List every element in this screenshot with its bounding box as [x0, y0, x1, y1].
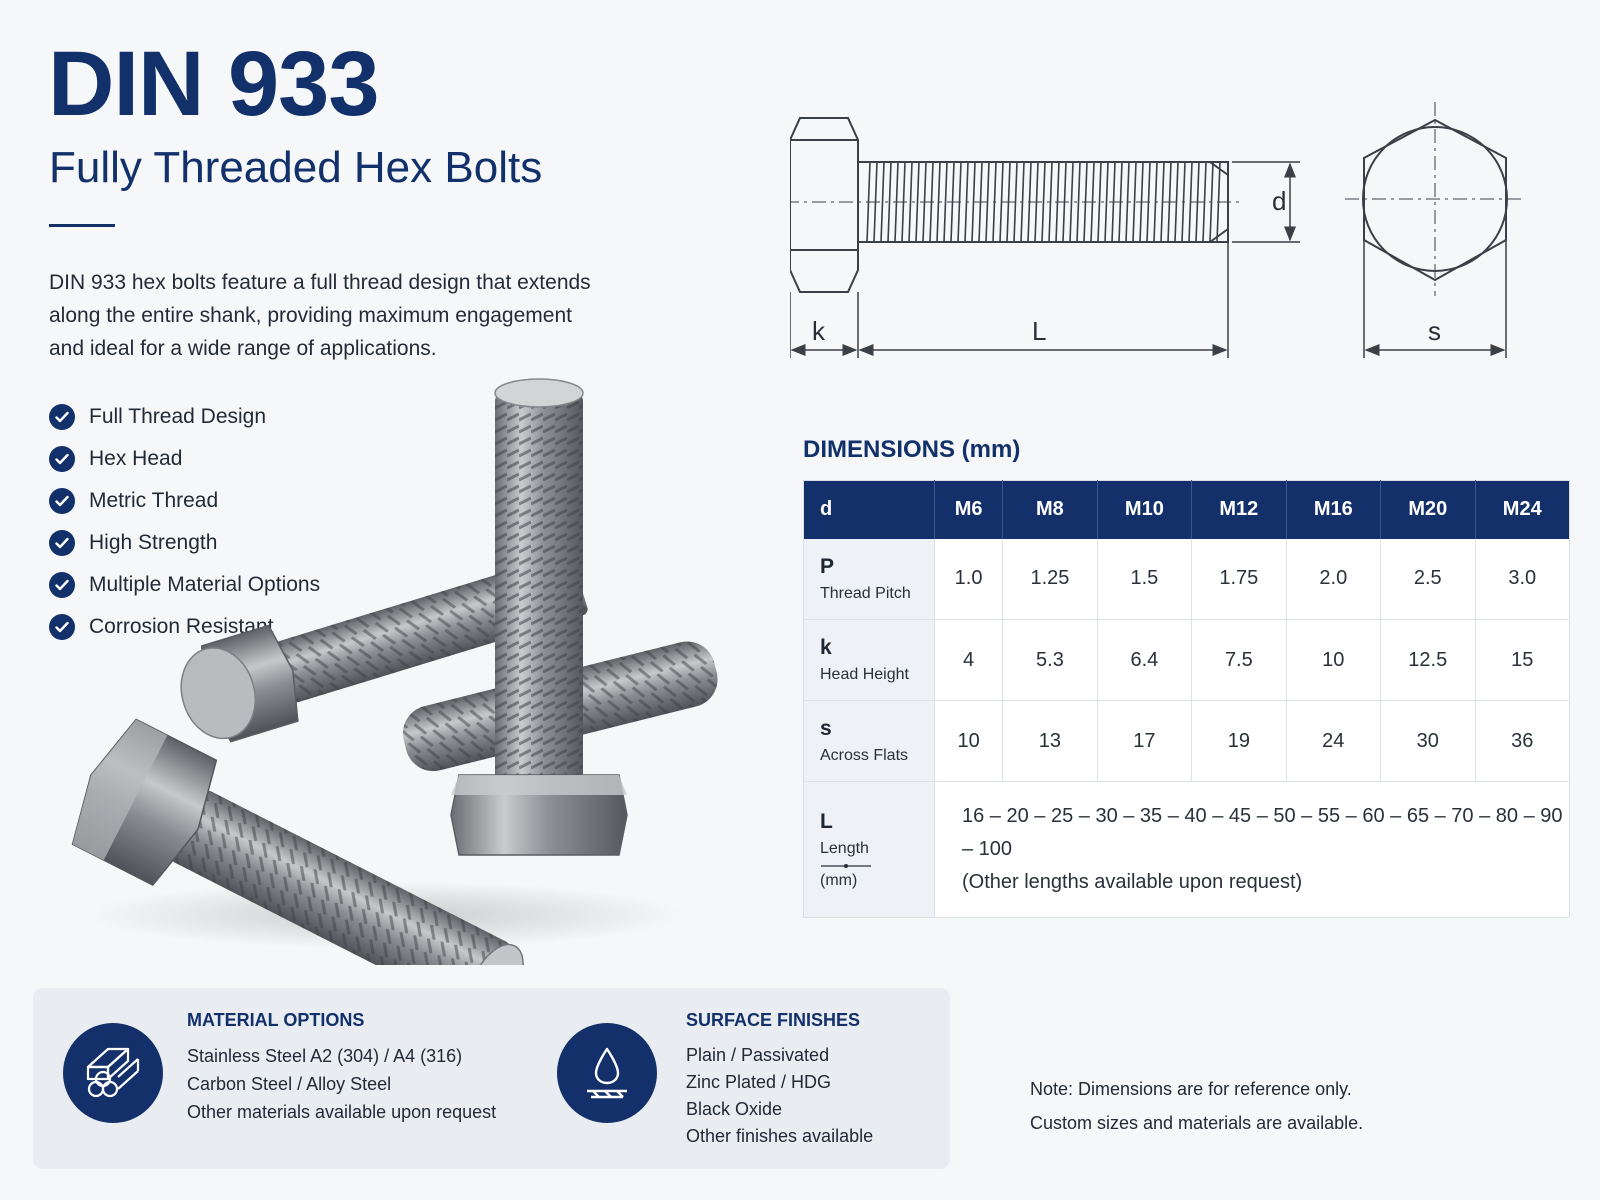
page-subtitle: Fully Threaded Hex Bolts	[49, 143, 543, 192]
length-arrow-icon	[820, 862, 872, 870]
table-cell: 17	[1097, 701, 1191, 782]
column-header: M20	[1381, 481, 1476, 539]
steel-bars-icon	[63, 1023, 163, 1123]
row-symbol: P	[820, 554, 835, 578]
liquid-drop-surface-icon	[557, 1023, 657, 1123]
label-L: L	[1032, 316, 1047, 346]
table-cell: 13	[1003, 701, 1098, 782]
table-cell: 10	[935, 701, 1003, 782]
table-cell: 7.5	[1192, 620, 1287, 701]
bolts-photo	[55, 375, 745, 965]
materials-list	[187, 1042, 496, 1126]
column-header: M6	[935, 481, 1003, 539]
list-item: Carbon Steel / Alloy Steel	[187, 1074, 392, 1094]
column-header: M24	[1475, 481, 1569, 539]
table-cell: 1.5	[1097, 539, 1191, 620]
table-cell: 1.25	[1003, 539, 1098, 620]
list-item: Other finishes available	[686, 1126, 874, 1146]
list-item: Zinc Plated / HDG	[686, 1072, 832, 1092]
materials-title: MATERIAL OPTIONS	[187, 1010, 365, 1030]
row-symbol: s	[820, 717, 832, 740]
row-symbol: L	[820, 809, 833, 833]
row-header	[804, 620, 935, 701]
technical-drawing	[790, 100, 1580, 370]
page-title: DIN 933	[48, 33, 379, 135]
row-name: Thread Pitch	[820, 584, 911, 602]
table-cell: 10	[1286, 620, 1380, 701]
table-row	[804, 620, 1570, 701]
options-panel	[33, 988, 950, 1169]
column-header: d	[804, 481, 935, 539]
row-name: Length	[820, 839, 869, 857]
list-item: Plain / Passivated	[686, 1045, 830, 1065]
table-cell: 12.5	[1381, 620, 1476, 701]
dimensions-title: DIMENSIONS (mm)	[803, 436, 1021, 463]
table-cell: 5.3	[1003, 620, 1098, 701]
table-cell: 1.0	[935, 539, 1003, 620]
table-row	[804, 701, 1570, 782]
row-symbol: k	[820, 636, 832, 659]
column-header: M16	[1286, 481, 1380, 539]
note-line: Custom sizes and materials are available.	[1030, 1113, 1364, 1133]
feature-label: Corrosion Resistant	[89, 615, 274, 638]
label-d: d	[1272, 186, 1287, 216]
table-cell: 4	[935, 620, 1003, 701]
table-row-length	[804, 782, 1570, 918]
table-cell: 36	[1475, 701, 1569, 782]
list-item: Black Oxide	[686, 1099, 783, 1119]
dimensions-table	[803, 480, 1570, 918]
label-k: k	[812, 316, 825, 346]
feature-label: Hex Head	[89, 447, 183, 470]
feature-label: Full Thread Design	[89, 405, 267, 428]
title-divider	[49, 224, 115, 227]
finishes-list	[686, 1042, 873, 1150]
table-cell: 2.0	[1286, 539, 1380, 620]
reference-note	[1030, 1072, 1363, 1140]
table-cell: 2.5	[1381, 539, 1476, 620]
row-header	[804, 539, 935, 620]
feature-label: Metric Thread	[89, 489, 219, 512]
list-item: Stainless Steel A2 (304) / A4 (316)	[187, 1046, 463, 1066]
table-cell: 6.4	[1097, 620, 1191, 701]
column-header: M12	[1192, 481, 1287, 539]
column-header: M10	[1097, 481, 1191, 539]
table-cell: 1.75	[1192, 539, 1287, 620]
row-header	[804, 782, 935, 918]
list-item: Other materials available upon request	[187, 1102, 497, 1122]
row-name: Head Height	[820, 666, 909, 683]
length-note: (Other lengths available upon request)	[962, 871, 1303, 893]
table-header-row	[804, 481, 1570, 539]
table-row	[804, 539, 1570, 620]
finishes-title: SURFACE FINISHES	[686, 1010, 861, 1030]
column-header: M8	[1003, 481, 1098, 539]
note-line: Note: Dimensions are for reference only.	[1030, 1079, 1352, 1099]
label-s: s	[1428, 316, 1441, 346]
product-description: DIN 933 hex bolts feature a full thread design that extends along the entire shank, providing maximum engagement and ideal for a wide range of applications.	[49, 271, 591, 360]
table-cell: 24	[1286, 701, 1380, 782]
row-header	[804, 701, 935, 782]
table-cell: 3.0	[1475, 539, 1569, 620]
feature-label: Multiple Material Options	[89, 573, 321, 596]
feature-label: High Strength	[89, 531, 218, 554]
table-cell: 15	[1475, 620, 1569, 701]
row-unit: (mm)	[820, 871, 858, 889]
length-values: 16 – 20 – 25 – 30 – 35 – 40 – 45 – 50 – 55 – 60 – 65 – 70 – 80 – 90 – 100	[962, 805, 1563, 860]
length-values-cell	[935, 782, 1570, 918]
table-cell: 19	[1192, 701, 1287, 782]
table-cell: 30	[1381, 701, 1476, 782]
row-name: Across Flats	[820, 747, 909, 764]
